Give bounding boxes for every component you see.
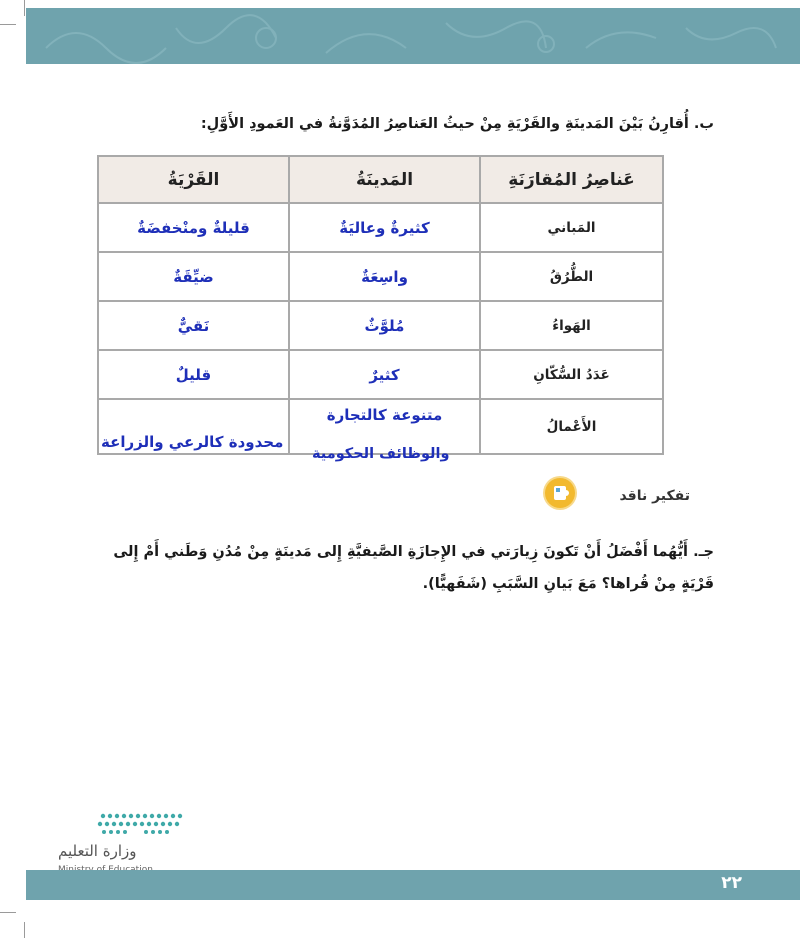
puzzle-icon [545,478,575,508]
header-city: المَدينَةُ [289,156,480,203]
criterion-cell: الهَواءُ [480,301,663,350]
village-answer: قليلةٌ ومنْخفضَةٌ [98,203,289,252]
table-row [98,252,663,301]
footer-banner [26,870,800,900]
table-header-row [98,156,663,203]
city-answer: كثيرٌ [289,350,480,399]
village-answer: ضيِّقَةٌ [98,252,289,301]
city-answer: متنوعة كالتجارة [289,399,480,454]
city-answer: مُلوَّثٌ [289,301,480,350]
header-criteria: عَناصِرُ المُقارَنَةِ [480,156,663,203]
table-row [98,203,663,252]
criterion-cell: عَدَدُ السُّكّانِ [480,350,663,399]
crop-mark [0,912,16,913]
crop-mark [0,24,16,25]
ministry-logo-icon [58,810,188,840]
comparison-table [97,155,664,455]
city-answer-overflow: والوظائف الحكومية [312,446,450,462]
header-village: القَرْيَةُ [98,156,289,203]
village-answer: نَقيٌّ [98,301,289,350]
village-answer: قليلٌ [98,350,289,399]
question-b: ب. أُقارِنُ بَيْنَ المَدينَةِ والقَرْيَةِ مِنْ حيثُ العَناصِرُ المُدَوَّنةُ في العَمودِ الأَوَّلِ: [200,116,714,132]
question-c: جـ. أَيُّهُما أَفْضَلُ أَنْ تَكونَ زِيارَتي في الإِجازَةِ الصَّيفيَّةِ إِلى مَدينَةٍ مِنْ مُدُنِ وَطَني أَمْ إِلى قَرْيَةٍ مِنْ قُراها؟ مَعَ بَيانِ السَّبَبِ (شَفَهيًّا). [113,544,714,592]
city-answer: واسِعَةٌ [289,252,480,301]
crop-mark [24,0,25,16]
ministry-name-arabic: وزارة التعليم [58,842,137,860]
top-banner [26,8,800,64]
page-number: ٢٢ [721,873,742,893]
criterion-cell: الطُّرُقُ [480,252,663,301]
city-answer: كثيرةٌ وعاليَةٌ [289,203,480,252]
crop-mark [24,922,25,938]
critical-thinking-label: تفكير ناقد [619,488,690,504]
banner-pattern [26,8,800,64]
table-row [98,301,663,350]
criterion-cell: الأَعْمالُ [480,399,663,454]
village-answer: محدودة كالرعي والزراعة [98,399,289,454]
criterion-cell: المَباني [480,203,663,252]
table-row [98,350,663,399]
